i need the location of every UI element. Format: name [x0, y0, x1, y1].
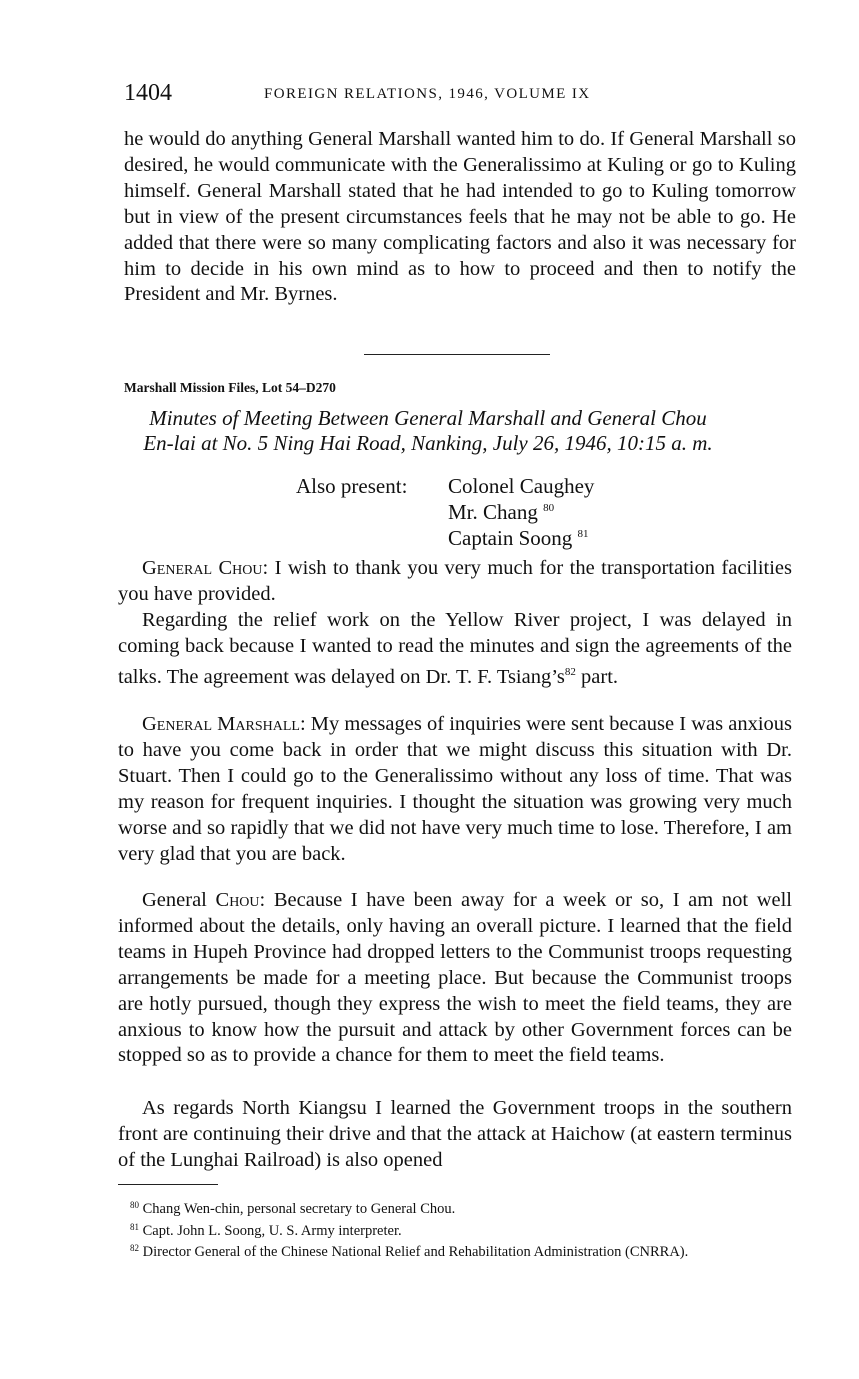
attendee — [448, 474, 594, 499]
speaker-name: General Chou — [142, 557, 263, 579]
document-title — [118, 406, 738, 456]
archive-source: Marshall Mission Files, Lot 54–D270 — [124, 380, 336, 395]
footnote-divider — [118, 1184, 218, 1185]
paragraph-chou-field-teams — [118, 888, 792, 1069]
attendee-name: Captain Soong — [448, 526, 573, 550]
paragraph-text: Regarding the relief work on the Yellow River project, I was delayed in coming back because I wanted to read the minutes and sign the agreements of the talks. The agreement was delayed on Dr. T. F. Tsiang’s — [118, 609, 792, 688]
paragraph-chou-thanks — [118, 556, 792, 608]
footnote-mark: 80 — [130, 1200, 139, 1210]
paragraph-text: : I wish to thank you very much for the transportation facilities you have provided. — [118, 557, 792, 605]
speaker-name: General Marshall — [142, 713, 300, 735]
paragraph-text: : My messages of inquiries were sent because I was anxious to have you come back in order that we might discuss this situation with Dr. Stuart. Then I could go to the Generalissimo without any loss of time. That was my reason for frequent inquiries. I thought the situation was growing very much worse and so rapidly that we did not have very much time to lose. Therefore, I am very glad that you are back. — [118, 713, 792, 865]
speaker-prefix: General — [142, 889, 216, 911]
footnote — [116, 1240, 728, 1262]
footnote-text: Capt. John L. Soong, U. S. Army interpreter. — [142, 1222, 402, 1239]
attendee-name: Colonel Caughey — [448, 474, 595, 498]
document-title-line-1: Minutes of Meeting Between General Marshall and General Chou — [149, 406, 707, 430]
speaker-name: Chou — [215, 889, 260, 911]
paragraph-text: : Because I have been away for a week or so, I am not well informed about the details, only having an overall picture. I learned that the field teams in Hupeh Province had dropped letters to the Communist troops requesting arrangements be made for a meeting place. But because the Communist troops are hotly pursued, though they express the wish to meet the field teams, they are anxious to know how the pursuit and attack by other Government forces can be stopped so as to provide a chance for them to meet the field teams. — [118, 889, 792, 1067]
section-divider — [364, 354, 550, 355]
footnote-ref: 82 — [564, 665, 576, 678]
running-head — [124, 80, 744, 110]
footnotes — [116, 1197, 728, 1262]
paragraph-north-kiangsu: As regards North Kiangsu I learned the Government troops in the southern front are continuing their drive and that the attack at Haichow (at eastern terminus of the Lunghai Railroad) is also opened — [118, 1097, 792, 1171]
attendee — [448, 526, 589, 551]
paragraph-relief-work — [118, 608, 792, 691]
footnote-ref: 80 — [543, 502, 555, 514]
running-title: FOREIGN RELATIONS, 1946, VOLUME IX — [264, 86, 591, 102]
page-number: 1404 — [124, 80, 172, 106]
footnote-ref: 81 — [577, 528, 589, 540]
footnote-mark: 81 — [130, 1221, 139, 1232]
footnote — [116, 1219, 728, 1241]
document-title-line-2: En-lai at No. 5 Ning Hai Road, Nanking, July 26, 1946, 10:15 a. m. — [143, 431, 713, 455]
footnote-text: Director General of the Chinese National Relief and Rehabilitation Administration (CNRRA). — [142, 1244, 689, 1260]
opening-paragraph: he would do anything General Marshall wanted him to do. If General Marshall so desired, he would communicate with the Generalissimo at Kuling or go to Kuling himself. General Marshall stated that he had intended to go to Kuling tomorrow but in view of the present circumstances feels that he may not be able to go. He added that there were so many complicating factors and also it was necessary for him to decide in his own mind as to how to proceed and then to notify the President and Mr. Byrnes. — [124, 128, 796, 306]
footnote — [116, 1197, 728, 1219]
attendee — [448, 500, 554, 525]
paragraph-text-end: part. — [575, 665, 619, 688]
footnote-text: Chang Wen-chin, personal secretary to General Chou. — [142, 1201, 456, 1217]
also-present-label: Also present: — [296, 474, 408, 498]
footnote-mark: 82 — [130, 1243, 139, 1253]
paragraph-marshall-inquiries — [118, 712, 792, 867]
attendee-name: Mr. Chang — [448, 500, 538, 524]
